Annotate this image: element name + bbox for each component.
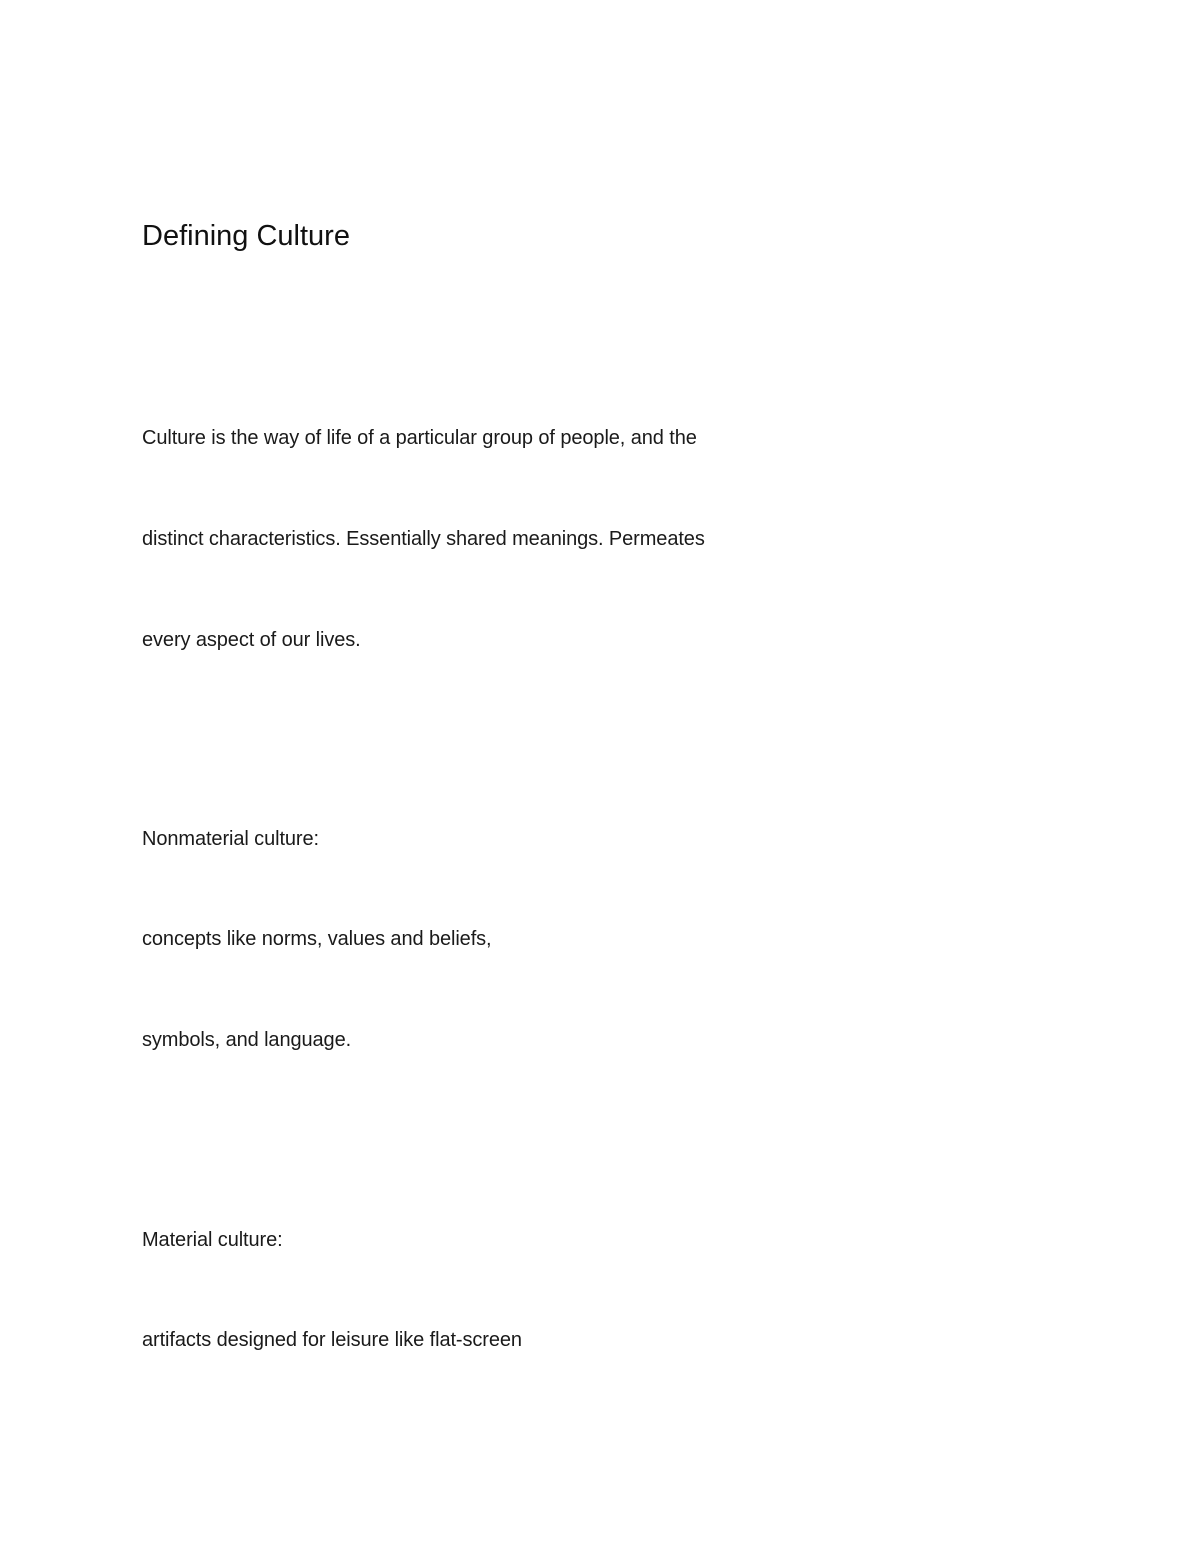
section-heading-nonmaterial: Nonmaterial culture: (142, 828, 319, 850)
section-heading-material: Material culture: (142, 1229, 283, 1251)
text-line: artifacts designed for leisure like flat-screen (142, 1329, 522, 1351)
text-line: distinct characteristics. Essentially shared meanings. Permeates (142, 528, 705, 550)
text-line: symbols, and language. (142, 1029, 352, 1051)
text-line: concepts like norms, values and beliefs, (142, 928, 492, 950)
text-line: every aspect of our lives. (142, 629, 361, 651)
page-title: Defining Culture (142, 220, 350, 252)
text-line: Culture is the way of life of a particular group of people, and the (142, 427, 697, 449)
